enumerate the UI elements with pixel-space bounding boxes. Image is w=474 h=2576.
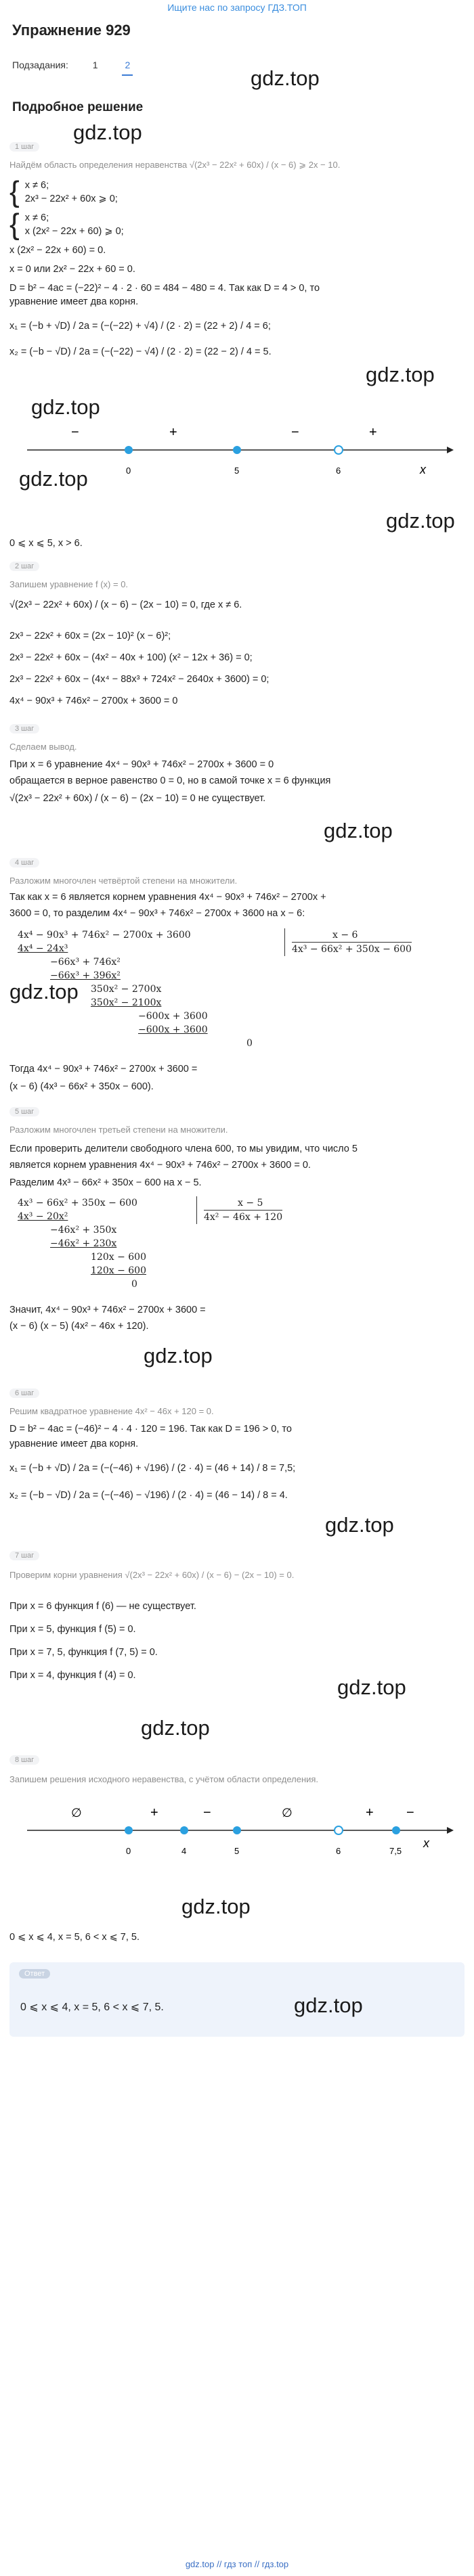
- page-title: Упражнение 929: [12, 22, 131, 39]
- step1-root-x1: x₁ = (−b + √D) / 2a = (−(−22) + √4) / (2 · 2) = (22 + 2) / 4 = 6;: [9, 321, 271, 332]
- step5-line: (x − 6) (x − 5) (4x² − 46x + 120).: [9, 1321, 149, 1332]
- step7-line: При x = 4, функция f (4) = 0.: [9, 1670, 136, 1681]
- point-filled: [125, 1826, 133, 1834]
- sys2-row: x (2x² − 22x + 60) ⩾ 0;: [24, 226, 124, 237]
- quotient: 4x³ − 66x² + 350x − 600: [292, 944, 412, 955]
- step8-result: 0 ⩽ x ⩽ 4, x = 5, 6 < x ⩽ 7, 5.: [9, 1932, 140, 1943]
- step1-intro: Найдём область определения неравенства √(2x³ − 22x² + 60x) / (x − 6) ⩾ 2x − 10.: [9, 160, 341, 170]
- div-row: 350x² − 2700x: [91, 984, 162, 995]
- step-badge-3: 3 шаг: [9, 724, 39, 733]
- step-badge-1: 1 шаг: [9, 142, 39, 152]
- tick-label: 0: [126, 466, 131, 476]
- step1-root-x2: x₂ = (−b − √D) / 2a = (−(−22) − √4) / (2 · 2) = (22 − 2) / 4 = 5.: [9, 346, 272, 357]
- watermark: gdz.top: [251, 66, 320, 90]
- subtasks-bar: [12, 60, 133, 76]
- point-filled: [180, 1826, 188, 1834]
- point-filled: [233, 446, 241, 454]
- point-filled: [392, 1826, 400, 1834]
- point-filled: [125, 446, 133, 454]
- axis-arrow-icon: [447, 447, 454, 453]
- step3-line: При x = 6 уравнение 4x⁴ − 90x³ + 746x² − 2700x + 3600 = 0: [9, 759, 274, 770]
- step7-line: При x = 5, функция f (5) = 0.: [9, 1624, 136, 1635]
- step5-intro: Разложим многочлен третьей степени на множители.: [9, 1125, 228, 1135]
- watermark: gdz.top: [324, 819, 393, 842]
- axis-var: x: [420, 463, 426, 476]
- step5-line: Разделим 4x³ − 66x² + 350x − 600 на x − 5.: [9, 1177, 202, 1188]
- watermark: gdz.top: [31, 395, 100, 419]
- section-title: Подробное решение: [12, 100, 144, 114]
- sys1-row: x ≠ 6;: [24, 180, 49, 191]
- watermark: gdz.top: [386, 509, 455, 533]
- watermark: gdz.top: [181, 1895, 251, 1918]
- step6-root-x2: x₂ = (−b − √D) / 2a = (−(−46) − √196) / (2 · 4) = (46 − 14) / 8 = 4.: [9, 1490, 288, 1501]
- answer-label: Ответ: [19, 1969, 50, 1979]
- step6-line: D = b² − 4ac = (−46)² − 4 · 4 · 120 = 196. Так как D = 196 > 0, то: [9, 1424, 292, 1434]
- step4-intro: Разложим многочлен четвёртой степени на множители.: [9, 876, 238, 886]
- sys2-row: x ≠ 6;: [24, 212, 49, 223]
- step5-line: Если проверить делители свободного члена 600, то мы увидим, что число 5: [9, 1144, 358, 1154]
- watermark: gdz.top: [294, 1993, 363, 2017]
- watermark: gdz.top: [337, 1675, 406, 1699]
- watermark: gdz.top: [325, 1513, 394, 1537]
- sign-label: +: [169, 425, 177, 440]
- sign-label: −: [203, 1805, 211, 1820]
- step1-line: x (2x² − 22x + 60) = 0.: [9, 245, 106, 256]
- subtask-tab-1[interactable]: 1: [92, 60, 98, 70]
- watermark: gdz.top: [141, 1716, 210, 1740]
- tick-label: 5: [234, 1846, 240, 1856]
- step7-intro: Проверим корни уравнения √(2x³ − 22x² + 60x) / (x − 6) − (2x − 10) = 0.: [9, 1570, 295, 1580]
- tick-label: 7,5: [389, 1846, 402, 1856]
- step1-result: 0 ⩽ x ⩽ 5, x > 6.: [9, 538, 83, 549]
- step4-line: Тогда 4x⁴ − 90x³ + 746x² − 2700x + 3600 =: [9, 1064, 198, 1075]
- sys1-row: 2x³ − 22x² + 60x ⩾ 0;: [24, 194, 118, 204]
- div-row: 4x⁴ − 24x³: [18, 943, 68, 954]
- system-1: [9, 175, 118, 208]
- step7-line: При x = 7, 5, функция f (7, 5) = 0.: [9, 1647, 158, 1658]
- step1-line: уравнение имеет два корня.: [9, 296, 139, 307]
- step2-line: 2x³ − 22x² + 60x = (2x − 10)² (x − 6)²;: [9, 631, 171, 641]
- step1-line: D = b² − 4ac = (−22)² − 4 · 2 · 60 = 484 − 480 = 4. Так как D = 4 > 0, то: [9, 283, 320, 294]
- step1-line: x = 0 или 2x² − 22x + 60 = 0.: [9, 264, 135, 275]
- step-badge-6: 6 шаг: [9, 1388, 39, 1398]
- subtask-tab-2[interactable]: 2: [122, 60, 133, 76]
- div-row: 4x³ − 66x² + 350x − 600: [18, 1198, 137, 1208]
- point-filled: [233, 1826, 241, 1834]
- step2-intro: Запишем уравнение f (x) = 0.: [9, 579, 129, 589]
- step5-line: является корнем уравнения 4x⁴ − 90x³ + 746x² − 2700x + 3600 = 0.: [9, 1160, 311, 1171]
- step4-line: Так как x = 6 является корнем уравнения 4x⁴ − 90x³ + 746x² − 2700x +: [9, 892, 326, 903]
- div-row: 0: [131, 1279, 137, 1290]
- step-badge-5: 5 шаг: [9, 1107, 39, 1116]
- step-badge-4: 4 шаг: [9, 858, 39, 867]
- step4-line: 3600 = 0, то разделим 4x⁴ − 90x³ + 746x² − 2700x + 3600 на x − 6:: [9, 908, 305, 919]
- divisor: x − 5: [204, 1196, 282, 1211]
- step5-line: Значит, 4x⁴ − 90x³ + 746x² − 2700x + 3600 =: [9, 1305, 206, 1315]
- div-row: 350x² − 2100x: [91, 997, 162, 1008]
- tick-label: 6: [336, 1846, 341, 1856]
- sign-label: ∅: [71, 1806, 82, 1820]
- axis-arrow-icon: [447, 1827, 454, 1834]
- watermark: gdz.top: [366, 363, 435, 386]
- answer-text: 0 ⩽ x ⩽ 4, x = 5, 6 < x ⩽ 7, 5.: [20, 2002, 164, 2013]
- system-2: [9, 208, 124, 241]
- sign-label: −: [406, 1805, 414, 1820]
- div-row: 4x⁴ − 90x³ + 746x² − 2700x + 3600: [18, 930, 191, 941]
- step2-line: 2x³ − 22x² + 60x − (4x⁴ − 88x³ + 724x² − 2640x + 3600) = 0;: [9, 674, 270, 685]
- step-badge-2: 2 шаг: [9, 562, 39, 571]
- step2-line: √(2x³ − 22x² + 60x) / (x − 6) − (2x − 10) = 0, где x ≠ 6.: [9, 600, 242, 610]
- div-row: 4x³ − 20x²: [18, 1211, 68, 1222]
- div-row: 120x − 600: [91, 1265, 146, 1276]
- step3-intro: Сделаем вывод.: [9, 742, 77, 752]
- divisor-box-2: [196, 1196, 282, 1224]
- tick-label: 0: [126, 1846, 131, 1856]
- sign-label: +: [369, 425, 377, 440]
- step-badge-8: 8 шаг: [9, 1755, 39, 1765]
- search-banner[interactable]: Ищите нас по запросу ГДЗ.ТОП: [167, 2, 307, 13]
- point-hollow: [335, 446, 343, 454]
- watermark: gdz.top: [9, 980, 79, 1003]
- number-line-2: [0, 1800, 474, 1881]
- div-row: 120x − 600: [91, 1252, 146, 1263]
- tick-label: 5: [234, 466, 240, 476]
- div-row: 0: [246, 1038, 253, 1049]
- sign-label: −: [71, 425, 79, 440]
- subtasks-label: Подзадания:: [12, 60, 68, 70]
- watermark: gdz.top: [73, 120, 142, 144]
- divisor-box-1: [284, 928, 412, 956]
- tick-label: 4: [181, 1846, 187, 1856]
- step4-line: (x − 6) (4x³ − 66x² + 350x − 600).: [9, 1081, 154, 1092]
- point-hollow: [335, 1826, 343, 1834]
- div-row: −66x³ + 746x²: [50, 957, 121, 968]
- divisor: x − 6: [292, 928, 412, 943]
- div-row: −66x³ + 396x²: [50, 970, 121, 981]
- tick-label: 6: [336, 466, 341, 476]
- step3-line: обращается в верное равенство 0 = 0, но в самой точке x = 6 функция: [9, 775, 331, 786]
- footer-links[interactable]: gdz.top // гдз топ // гдз.top: [185, 2559, 289, 2569]
- brace-icon: {: [9, 208, 20, 241]
- div-row: −46x² + 350x: [50, 1225, 117, 1236]
- watermark: gdz.top: [144, 1344, 213, 1368]
- brace-icon: {: [9, 175, 20, 208]
- step2-line: 2x³ − 22x² + 60x − (4x² − 40x + 100) (x² − 12x + 36) = 0;: [9, 652, 253, 663]
- div-row: −46x² + 230x: [50, 1238, 117, 1249]
- step8-intro: Запишем решения исходного неравенства, с учётом области определения.: [9, 1774, 319, 1784]
- step6-intro: Решим квадратное уравнение 4x² − 46x + 120 = 0.: [9, 1406, 214, 1416]
- step6-line: уравнение имеет два корня.: [9, 1439, 139, 1449]
- sign-label: +: [150, 1805, 158, 1820]
- step3-line: √(2x³ − 22x² + 60x) / (x − 6) − (2x − 10) = 0 не существует.: [9, 793, 266, 804]
- div-row: −600x + 3600: [138, 1011, 208, 1022]
- long-division-2: [9, 1196, 146, 1291]
- step-badge-7: 7 шаг: [9, 1551, 39, 1560]
- header: [12, 22, 462, 39]
- step6-root-x1: x₁ = (−b + √D) / 2a = (−(−46) + √196) / (2 · 4) = (46 + 14) / 8 = 7,5;: [9, 1463, 296, 1474]
- sign-label: +: [366, 1805, 374, 1820]
- sign-label: ∅: [282, 1806, 293, 1820]
- answer-box: [9, 1962, 465, 2037]
- sign-label: −: [291, 425, 299, 440]
- step2-line: 4x⁴ − 90x³ + 746x² − 2700x + 3600 = 0: [9, 696, 178, 706]
- div-row: −600x + 3600: [138, 1024, 208, 1035]
- quotient: 4x² − 46x + 120: [204, 1212, 283, 1223]
- axis-var: x: [423, 1836, 429, 1850]
- step7-line: При x = 6 функция f (6) — не существует.: [9, 1601, 196, 1612]
- watermark: gdz.top: [19, 467, 88, 491]
